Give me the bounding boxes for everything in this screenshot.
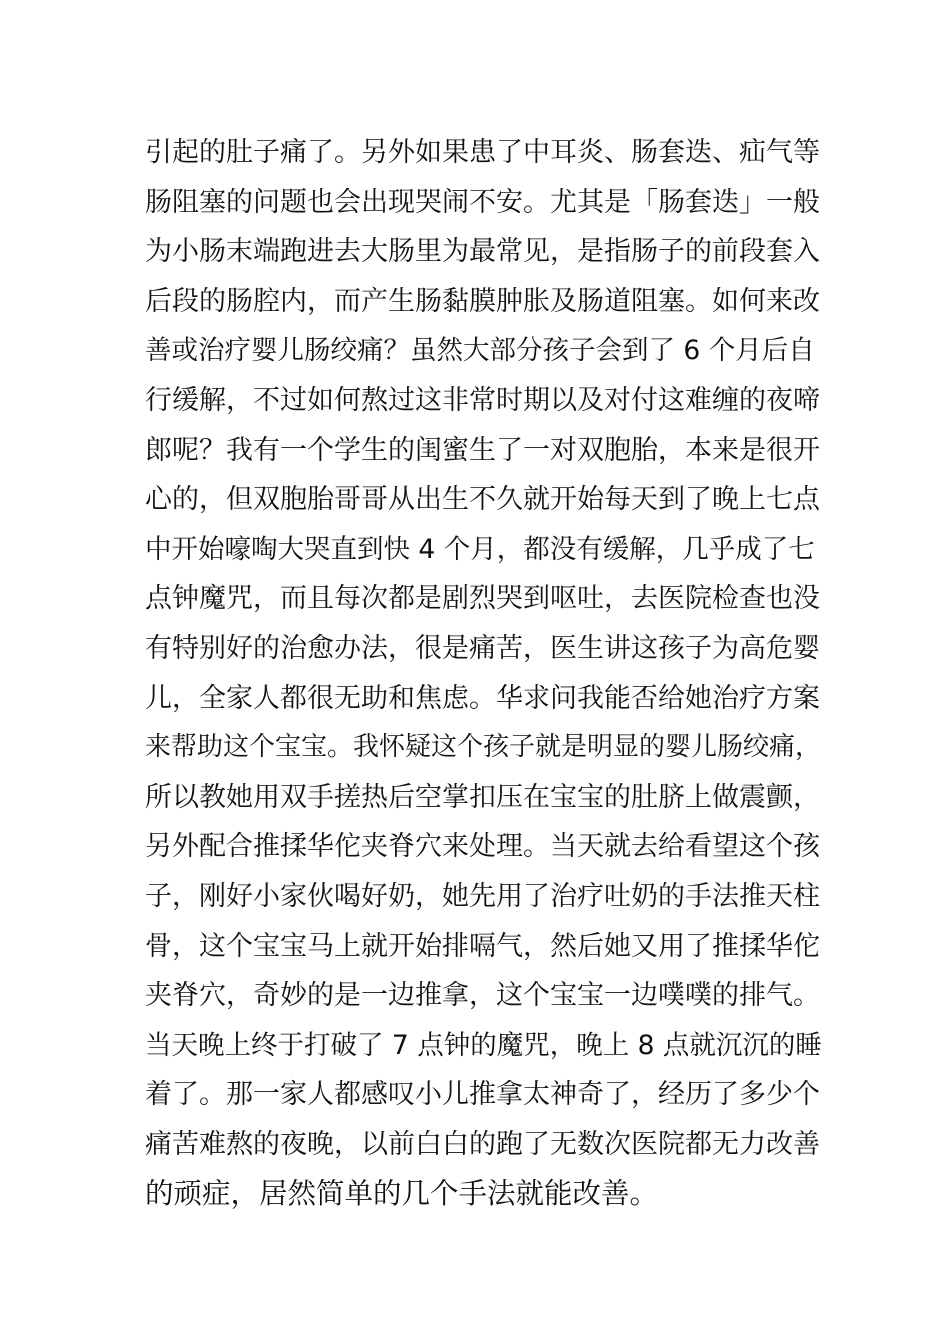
- text-line: 郎呢？我有一个学生的闺蜜生了一对双胞胎，本来是很开: [145, 434, 820, 466]
- text-line: 儿，全家人都很无助和焦虑。华求问我能否给她治疗方案: [145, 682, 820, 714]
- text-line: 当天晚上终于打破了 7 点钟的魔咒，晚上 8 点就沉沉的睡: [145, 1029, 822, 1061]
- text-line: 行缓解，不过如何熬过这非常时期以及对付这难缠的夜啼: [145, 384, 820, 416]
- text-line: 夹脊穴，奇妙的是一边推拿，这个宝宝一边噗噗的排气。: [145, 980, 820, 1012]
- text-line: 肠阻塞的问题也会出现哭闹不安。尤其是「肠套迭」一般: [145, 186, 820, 218]
- text-line: 后段的肠腔内，而产生肠黏膜肿胀及肠道阻塞。如何来改: [145, 285, 820, 317]
- text-line: 引起的肚子痛了。另外如果患了中耳炎、肠套迭、疝气等: [145, 137, 820, 168]
- text-line: 为小肠末端跑进去大肠里为最常见，是指肠子的前段套入: [145, 236, 820, 268]
- text-line: 心的，但双胞胎哥哥从出生不久就开始每天到了晚上七点: [145, 484, 820, 516]
- text-line: 点钟魔咒，而且每次都是剧烈哭到呕吐，去医院检查也没: [145, 583, 820, 615]
- text-line: 另外配合推揉华佗夹脊穴来处理。当天就去给看望这个孩: [145, 831, 820, 863]
- text-line: 骨，这个宝宝马上就开始排嗝气，然后她又用了推揉华佗: [145, 930, 820, 962]
- body-paragraph: [145, 128, 825, 1219]
- text-line: 中开始嚎啕大哭直到快 4 个月，都没有缓解，几乎成了七: [145, 533, 815, 565]
- text-line: 所以教她用双手搓热后空掌扣压在宝宝的肚脐上做震颤，: [145, 781, 820, 813]
- text-line: 子，刚好小家伙喝好奶，她先用了治疗吐奶的手法推天柱: [145, 880, 820, 912]
- text-line: 着了。那一家人都感叹小儿推拿太神奇了，经历了多少个: [145, 1079, 820, 1111]
- text-line: 有特别好的治愈办法，很是痛苦，医生讲这孩子为高危婴: [145, 632, 820, 664]
- text-line: 的顽症，居然简单的几个手法就能改善。: [145, 1177, 659, 1211]
- text-line: 善或治疗婴儿肠绞痛？虽然大部分孩子会到了 6 个月后自: [145, 335, 815, 367]
- text-line: 痛苦难熬的夜晚，以前白白的跑了无数次医院都无力改善: [145, 1128, 820, 1160]
- text-line: 来帮助这个宝宝。我怀疑这个孩子就是明显的婴儿肠绞痛，: [145, 732, 822, 763]
